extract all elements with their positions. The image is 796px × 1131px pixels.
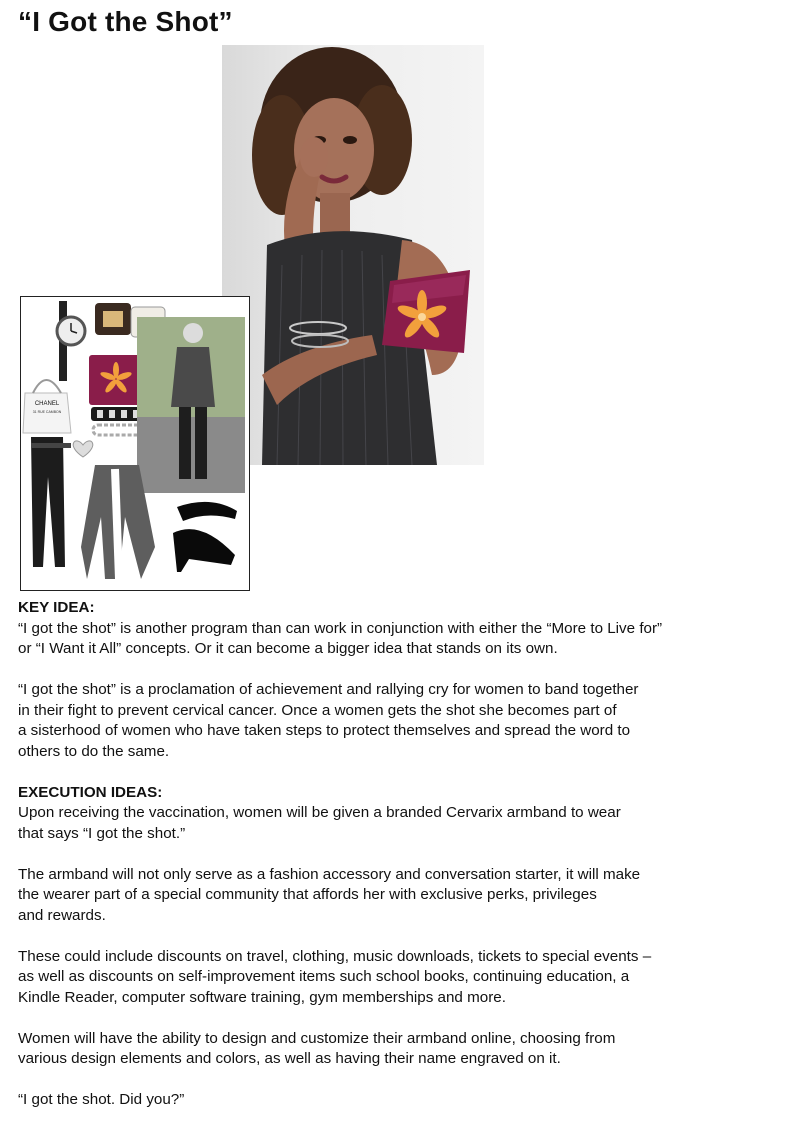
execution-paragraph: Upon receiving the vaccination, women will be given a branded Cervarix armband to wear that says “I got the shot.”	[18, 804, 621, 842]
closing-line: “I got the shot. Did you?”	[18, 1091, 185, 1108]
page-title: “I Got the Shot”	[18, 6, 233, 37]
execution-paragraph: The armband will not only serve as a fashion accessory and conversation starter, it will make the wearer part of a special community that affords her with exclusive perks, privileges and rewards.	[18, 865, 641, 924]
execution-ideas-heading: EXECUTION IDEAS:	[18, 783, 163, 801]
svg-text:31 RUE CAMBON: 31 RUE CAMBON	[32, 410, 62, 414]
key-idea-heading: KEY IDEA:	[18, 599, 95, 616]
watch-icon	[57, 301, 85, 381]
execution-paragraph: These could include discounts on travel, clothing, music downloads, tickets to special events – as well as discounts on self-improvement items such school books, continuing education, a Kindle Reader, computer software training, gym memberships and more.	[18, 947, 652, 1006]
key-idea-paragraph: “I got the shot” is another program than can work in conjunction with either the “More to Live for” or “I Want it All” concepts. Or it can become a bigger idea that stands on its own.	[18, 619, 663, 657]
execution-paragraph: Women will have the ability to design and customize their armband online, choosing from various design elements and colors, as well as having their name engraved on it.	[18, 1029, 616, 1067]
svg-text:CHANEL: CHANEL	[34, 401, 60, 407]
document-body	[18, 598, 778, 1131]
model-portrait-photo	[222, 45, 484, 465]
fashion-collage-image	[20, 296, 250, 591]
key-idea-paragraph: “I got the shot” is a proclamation of achievement and rallying cry for women to band together in their fight to prevent cervical cancer. Once a women gets the shot she becomes part of a sisterhood of women who have taken steps to protect themselves and spread the word to others to do the same.	[18, 681, 639, 760]
